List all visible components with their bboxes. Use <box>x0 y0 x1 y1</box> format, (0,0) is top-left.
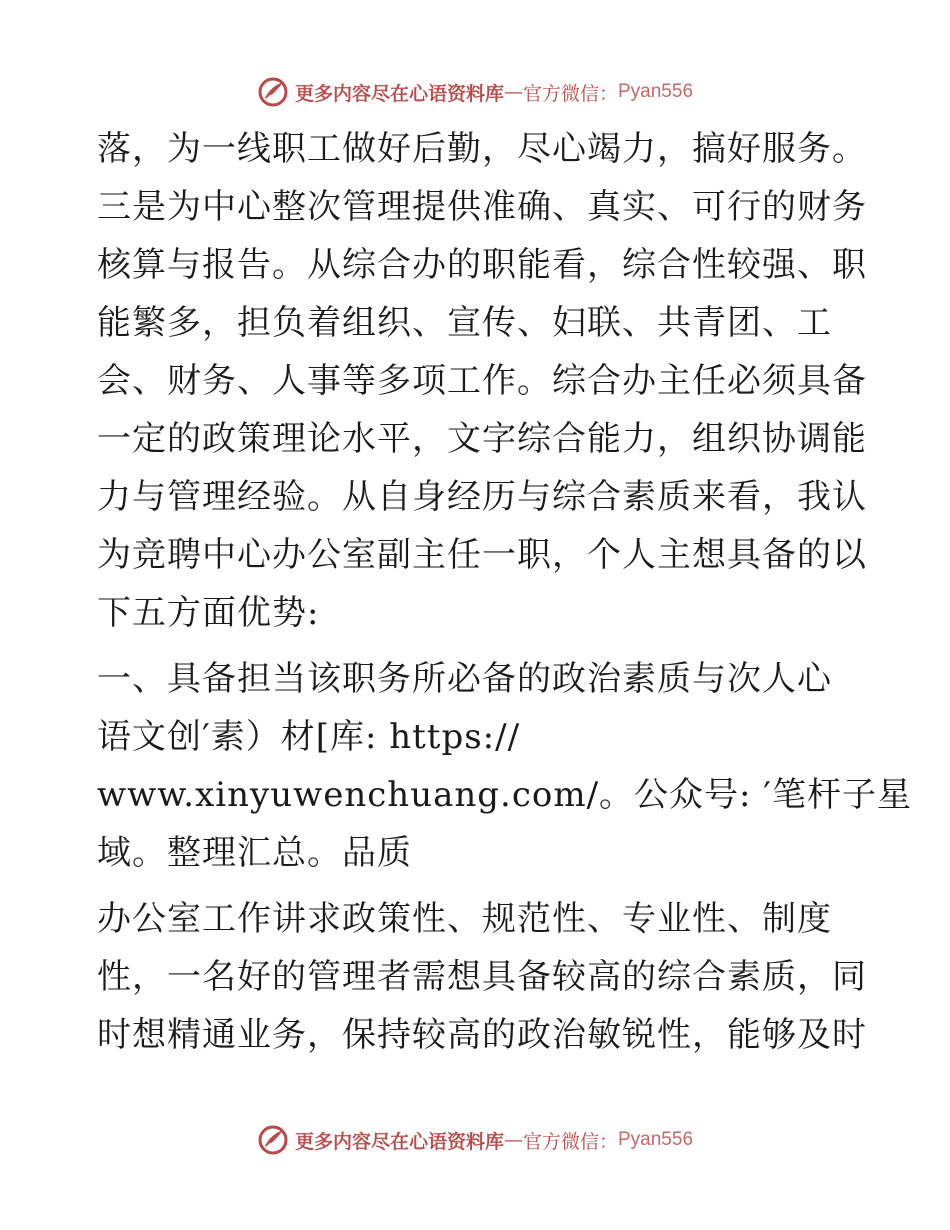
text-line: 为竞聘中心办公室副主任一职，个人主想具备的以 <box>97 535 867 575</box>
text-line: 力与管理经验。从自身经历与综合素质来看，我认 <box>97 477 867 517</box>
banner-wechat-id: Pyan556 <box>618 1129 694 1150</box>
header-banner <box>0 72 950 112</box>
paragraph-gap <box>97 642 857 650</box>
paragraph-1 <box>97 120 867 642</box>
text-line: 办公室工作讲求政策性、规范性、专业性、制度 <box>97 899 832 939</box>
text-line: 时想精通业务，保持较高的政治敏锐性，能够及时 <box>97 1015 867 1055</box>
text-line: 一定的政策理论水平，文字综合能力，组织协调能 <box>97 419 867 459</box>
footer-banner <box>0 1120 950 1160</box>
quill-logo-icon <box>257 76 289 108</box>
banner-separator: — <box>503 1129 523 1151</box>
quill-logo-icon <box>257 1124 289 1156</box>
banner-title: 更多内容尽在心语资料库 <box>294 82 504 105</box>
text-line: 下五方面优势: <box>97 593 320 633</box>
text-line: 能繁多，担负着组织、宣传、妇联、共青团、工 <box>97 303 832 343</box>
text-line: 核算与报告。从综合办的职能看，综合性较强、职 <box>97 245 867 285</box>
text-line: 语文创′素）材[库: https:// <box>97 717 521 757</box>
banner-title: 更多内容尽在心语资料库 <box>294 1130 504 1153</box>
banner-separator: — <box>503 81 523 103</box>
section-heading-line: 一、具备担当该职务所必备的政治素质与次人心 <box>97 659 832 699</box>
text-line: 会、财务、人事等多项工作。综合办主任必须具备 <box>97 361 867 401</box>
text-line: 域。整理汇总。品质 <box>97 833 412 873</box>
document-body <box>97 120 913 1064</box>
text-line: 三是为中心整次管理提供准确、真实、可行的财务 <box>97 187 867 227</box>
banner-wechat-label: 官方微信： <box>522 1130 618 1153</box>
banner-wechat-label: 官方微信： <box>522 82 618 105</box>
text-line: 落，为一线职工做好后勤，尽心竭力，搞好服务。 <box>97 129 867 169</box>
banner-wechat-id: Pyan556 <box>618 81 694 102</box>
text-line: www.xinyuwenchuang.com/。公众号: ′笔杆子星 <box>97 775 913 815</box>
text-line: 性，一名好的管理者需想具备较高的综合素质，同 <box>97 957 867 997</box>
paragraph-3 <box>97 890 867 1064</box>
paragraph-2 <box>97 650 913 882</box>
paragraph-gap <box>97 882 857 890</box>
